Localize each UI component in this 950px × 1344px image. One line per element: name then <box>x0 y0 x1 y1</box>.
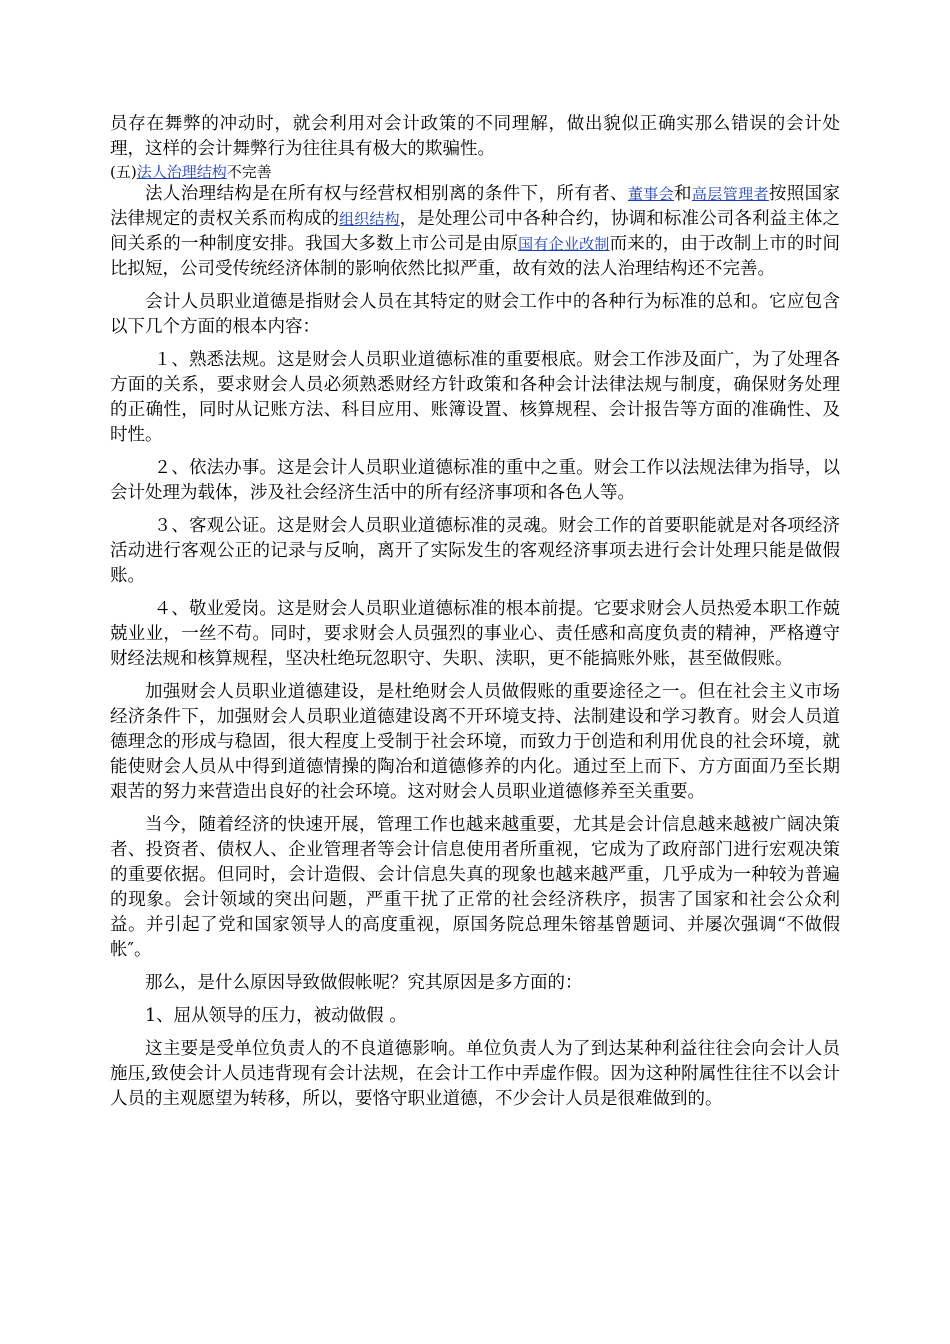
text-span: 而来的，由于改制上市的时间比拟短，公司受传统经济体制的影响依然比拟严重，故有效的法人治理结构还不完善。 <box>110 234 840 279</box>
paragraph-current-situation: 当今，随着经济的快速开展，管理工作也越来越重要，尤其是会计信息越来越被广阔决策者、投资者、债权人、企业管理者等会计信息使用者所重视，它成为了政府部门进行宏观决策的重要依据。但同时，会计造假、会计信息失真的现象也越来越严重，几乎成为一种较为普遍的现象。会计领域的突出问题，严重干扰了正常的社会经济秩序，损害了国家和社会公众利益。并引起了党和国家领导人的高度重视，原国务院总理朱镕基曾题词、并屡次强调“不做假帐″。 <box>110 815 840 960</box>
document-page <box>110 112 840 1112</box>
paragraph-professional-ethics-intro: 会计人员职业道德是指财会人员在其特定的财会工作中的各种行为标准的总和。它应包含以下几个方面的根本内容： <box>110 292 840 337</box>
link-board-of-directors[interactable]: 董事会 <box>627 185 675 203</box>
section-heading-5 <box>110 162 840 182</box>
list-item-familiar-with-laws: １、熟悉法规。这是财会人员职业道德标准的重要根底。财会工作涉及面广，为了处理各方面的关系，要求财会人员必须熟悉财经方针政策和各种会计法律法规与制度，确保财务处理的正确性，同时从记账方法、科目应用、账簿设置、核算规程、会计报告等方面的准确性、及时性。 <box>110 350 840 445</box>
list-item-act-by-law: ２、依法办事。这是会计人员职业道德标准的重中之重。财会工作以法规法律为指导，以会计处理为载体，涉及社会经济生活中的所有经济事项和各色人等。 <box>110 458 840 503</box>
paragraph-cause-1-heading: 1、屈从领导的压力，被动做假 。 <box>145 1006 407 1026</box>
link-organizational-structure[interactable]: 组织结构 <box>339 210 400 228</box>
paragraph-fraud-continuation: 员存在舞弊的冲动时，就会利用对会计政策的不同理解，做出貌似正确实那么错误的会计处理，这样的会计舞弊行为往往具有极大的欺骗性。 <box>110 114 840 159</box>
section-number: (五) <box>110 163 137 181</box>
text-span: ，是处理公司中各种合约，协调和标准公司各利益主体之间关系的一种制度安排。我国大多数上市公司是由原 <box>110 209 841 254</box>
text-span: 和 <box>674 184 692 204</box>
list-item-objective-fairness: ３、客观公证。这是财会人员职业道德标准的灵魂。财会工作的首要职能就是对各项经济活动进行客观公正的记录与反响，离开了实际发生的客观经济事项去进行会计处理只能是做假账。 <box>110 516 840 586</box>
paragraph-strengthen-ethics: 加强财会人员职业道德建设，是杜绝财会人员做假账的重要途径之一。但在社会主义市场经济条件下，加强财会人员职业道德建设离不开环境支持、法制建设和学习教育。财会人员道德理念的形成与稳固，很大程度上受制于社会环境，而致力于创造和利用优良的社会环境，就能使财会人员从中得到道德情操的陶冶和道德修养的内化。通过至上而下、方方面面乃至长期艰苦的努力来营造出良好的社会环境。这对财会人员职业道德修养至关重要。 <box>110 682 840 802</box>
link-corporate-governance[interactable]: 法人治理结构 <box>136 163 227 181</box>
link-soe-restructuring[interactable]: 国有企业改制 <box>518 235 610 253</box>
paragraph-corporate-governance <box>110 182 840 282</box>
text-span: 法人治理结构是在所有权与经营权相别离的条件下，所有者、 <box>145 184 628 204</box>
text-span: 按照国家法律规定的责权关系而构成的 <box>110 184 840 229</box>
paragraph-causes-question: 那么，是什么原因导致做假帐呢？究其原因是多方面的： <box>145 973 583 993</box>
link-senior-management[interactable]: 高层管理者 <box>691 185 769 203</box>
list-item-dedication: ４、敬业爱岗。这是财会人员职业道德标准的根本前提。它要求财会人员热爱本职工作兢兢业业，一丝不苟。同时，要求财会人员强烈的事业心、责任感和高度负责的精神，严格遵守财经法规和核算规程，坚决杜绝玩忽职守、失职、渎职，更不能搞账外账，甚至做假账。 <box>110 599 840 669</box>
paragraph-cause-1-detail: 这主要是受单位负责人的不良道德影响。单位负责人为了到达某种利益往往会向会计人员施压,致使会计人员违背现有会计法规，在会计工作中弄虚作假。因为这种附属性往往不以会计人员的主观愿望为转移，所以，要恪守职业道德，不少会计人员是很难做到的。 <box>110 1039 840 1109</box>
section-heading-suffix: 不完善 <box>226 163 272 181</box>
